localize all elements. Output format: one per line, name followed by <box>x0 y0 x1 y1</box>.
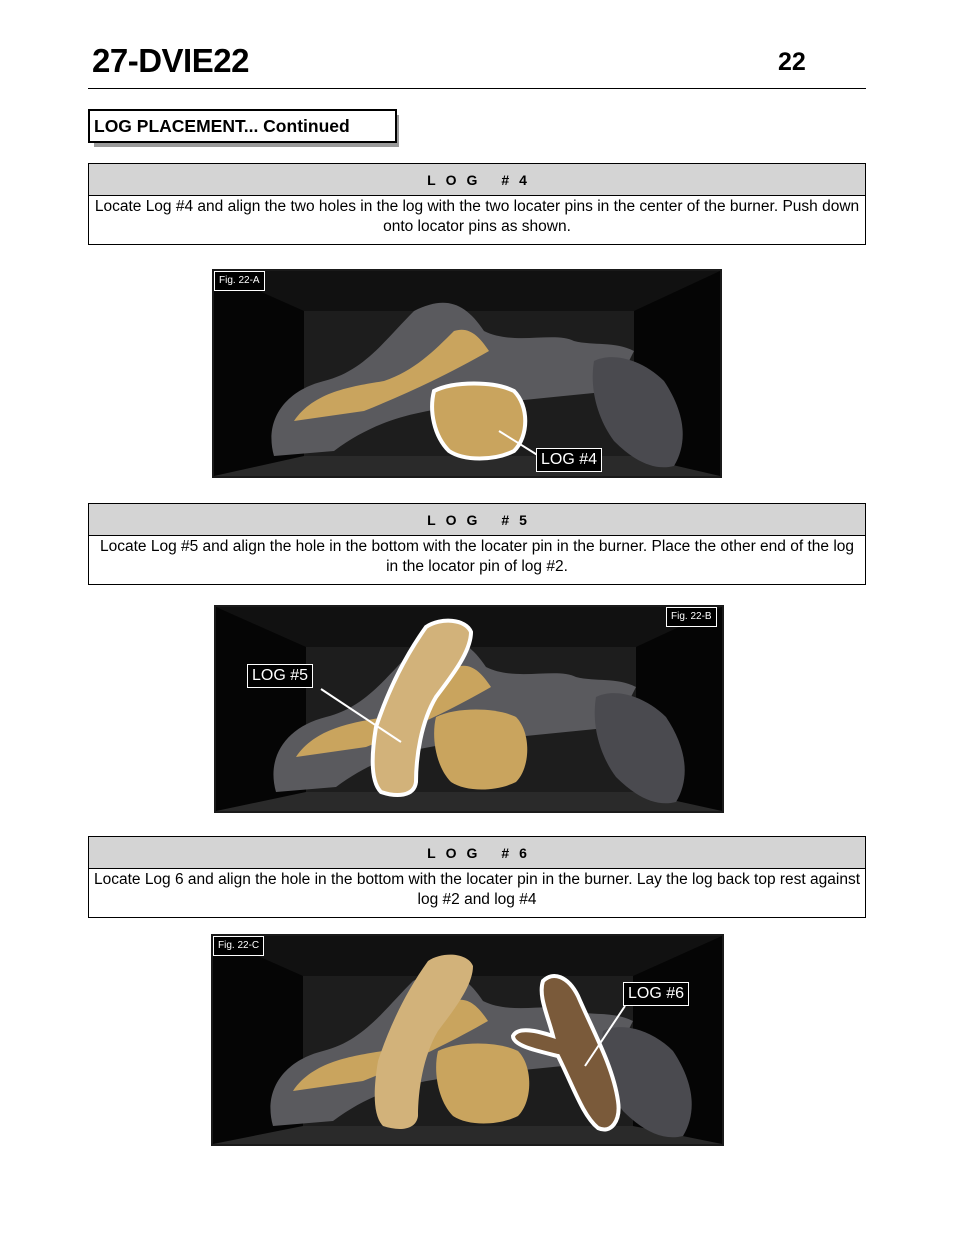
page-number: 22 <box>778 48 806 76</box>
document-title: 27-DVIE22 <box>92 42 249 79</box>
figure-photo-22c <box>211 934 724 1146</box>
instruction-heading: LOG #4 <box>89 164 865 196</box>
log-callout-label: LOG #4 <box>536 448 602 472</box>
log-callout-label: LOG #5 <box>247 664 313 688</box>
instruction-table-log-6 <box>88 836 866 918</box>
instruction-table-log-5 <box>88 503 866 585</box>
instruction-table-log-4 <box>88 163 866 245</box>
figure-label: Fig. 22-C <box>213 936 264 956</box>
instruction-heading: LOG #6 <box>89 837 865 869</box>
instruction-text: Locate Log #5 and align the hole in the bottom with the locater pin in the burner. Place the other end of the log in the locator pin of log #2. <box>100 538 854 575</box>
log-callout-label: LOG #6 <box>623 982 689 1006</box>
instruction-text: Locate Log 6 and align the hole in the bottom with the locater pin in the burner. Lay the log back top rest against log #2 and log #4 <box>93 871 861 908</box>
figure-label: Fig. 22-B <box>666 607 717 627</box>
fireplace-log-photo <box>213 936 722 1144</box>
instruction-heading: LOG #5 <box>89 504 865 536</box>
figure-label: Fig. 22-A <box>214 271 265 291</box>
instruction-text: Locate Log #4 and align the two holes in the log with the two locater pins in the center of the burner. Push down onto locator pins as shown. <box>94 198 860 235</box>
figure-photo-22a <box>212 269 722 478</box>
header-divider <box>88 88 866 89</box>
fireplace-log-photo <box>216 607 722 811</box>
section-title: LOG PLACEMENT... Continued <box>88 109 397 143</box>
fireplace-log-photo <box>214 271 720 476</box>
figure-photo-22b <box>214 605 724 813</box>
